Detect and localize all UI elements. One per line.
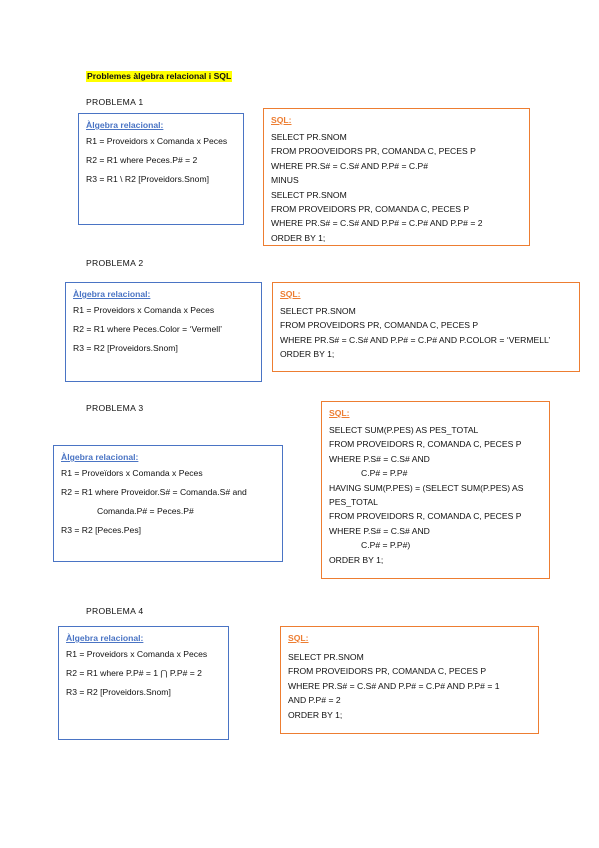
sql-line: FROM PROVEIDORS PR, COMANDA C, PECES P <box>271 204 470 215</box>
sql-heading: SQL: <box>271 115 292 125</box>
document-title: Problemes àlgebra relacional i SQL <box>87 71 232 81</box>
sql-line: WHERE PR.S# = C.S# AND P.P# = C.P# <box>271 160 428 171</box>
sql-line: FROM PROVEIDORS PR, COMANDA C, PECES P <box>280 320 479 331</box>
sql-heading: SQL: <box>288 633 309 643</box>
sql-line: ORDER BY 1; <box>329 554 384 565</box>
sql-line: HAVING SUM(P.PES) = (SELECT SUM(P.PES) AS <box>329 482 524 493</box>
problem-4-algebra-box <box>58 626 229 740</box>
algebra-line: R3 = R1 \ R2 [Proveidors.Snom] <box>86 174 209 184</box>
sql-heading: SQL: <box>329 408 350 418</box>
sql-line: AND P.P# = 2 <box>288 695 341 706</box>
problem-1-sql-box <box>263 108 530 246</box>
problem-4-sql-box <box>280 626 539 734</box>
problem-1-algebra-box <box>78 113 244 225</box>
algebra-line: R3 = R2 [Proveidors.Snom] <box>66 687 171 697</box>
sql-line: ORDER BY 1; <box>271 232 326 243</box>
sql-heading: SQL: <box>280 289 301 299</box>
sql-line: C.P# = P.P#) <box>361 540 411 551</box>
problem-1-label: PROBLEMA 1 <box>86 97 144 107</box>
sql-line: FROM PROOVEIDORS PR, COMANDA C, PECES P <box>271 146 476 157</box>
algebra-line: R2 = R1 where Peces.Color = ‘Vermell’ <box>73 324 223 334</box>
sql-line: ORDER BY 1; <box>280 349 335 360</box>
problem-3-label: PROBLEMA 3 <box>86 403 144 413</box>
problem-2-label: PROBLEMA 2 <box>86 258 144 268</box>
algebra-heading: Àlgebra relacional: <box>73 289 151 299</box>
sql-line: C.P# = P.P# <box>361 468 408 479</box>
algebra-line: R3 = R2 [Proveidors.Snom] <box>73 343 178 353</box>
problem-2-sql-box <box>272 282 580 372</box>
algebra-line: R1 = Proveïdors x Comanda x Peces <box>61 468 203 478</box>
algebra-line: R1 = Proveidors x Comanda x Peces <box>66 649 208 659</box>
algebra-heading: Àlgebra relacional: <box>66 633 144 643</box>
sql-line: SELECT PR.SNOM <box>288 652 364 662</box>
sql-line: WHERE PR.S# = C.S# AND P.P# = C.P# AND P.COLOR = ‘VERMELL’ <box>280 334 551 345</box>
sql-line: WHERE P.S# = C.S# AND <box>329 525 430 536</box>
sql-line: SELECT PR.SNOM <box>271 132 347 142</box>
sql-line: PES_TOTAL <box>329 497 378 508</box>
algebra-heading: Àlgebra relacional: <box>61 452 139 462</box>
algebra-line: Comanda.P# = Peces.P# <box>97 506 194 516</box>
sql-line: FROM PROVEIDORS R, COMANDA C, PECES P <box>329 511 522 522</box>
sql-line: WHERE P.S# = C.S# AND <box>329 453 430 464</box>
sql-line: WHERE PR.S# = C.S# AND P.P# = C.P# AND P.P# = 1 <box>288 680 500 691</box>
sql-line: SELECT PR.SNOM <box>280 306 356 316</box>
algebra-line: R2 = R1 where P.P# = 1 ⋂ P.P# = 2 <box>66 668 202 678</box>
sql-line: FROM PROVEIDORS R, COMANDA C, PECES P <box>329 439 522 450</box>
problem-4-label: PROBLEMA 4 <box>86 606 144 616</box>
problem-3-sql-box <box>321 401 550 579</box>
algebra-line: R3 = R2 [Peces.Pes] <box>61 525 142 535</box>
sql-line: MINUS <box>271 175 299 186</box>
sql-line: ORDER BY 1; <box>288 709 343 720</box>
algebra-line: R2 = R1 where Proveidor.S# = Comanda.S# and <box>61 487 247 497</box>
algebra-line: R1 = Proveidors x Comanda x Peces <box>86 136 228 146</box>
sql-line: WHERE PR.S# = C.S# AND P.P# = C.P# AND P.P# = 2 <box>271 218 483 229</box>
sql-line: FROM PROVEIDORS PR, COMANDA C, PECES P <box>288 666 487 677</box>
problem-2-algebra-box <box>65 282 262 382</box>
algebra-line: R1 = Proveidors x Comanda x Peces <box>73 305 215 315</box>
problem-3-algebra-box <box>53 445 283 562</box>
sql-line: SELECT SUM(P.PES) AS PES_TOTAL <box>329 425 479 435</box>
sql-line: SELECT PR.SNOM <box>271 189 347 200</box>
algebra-heading: Àlgebra relacional: <box>86 120 164 130</box>
algebra-line: R2 = R1 where Peces.P# = 2 <box>86 155 198 165</box>
